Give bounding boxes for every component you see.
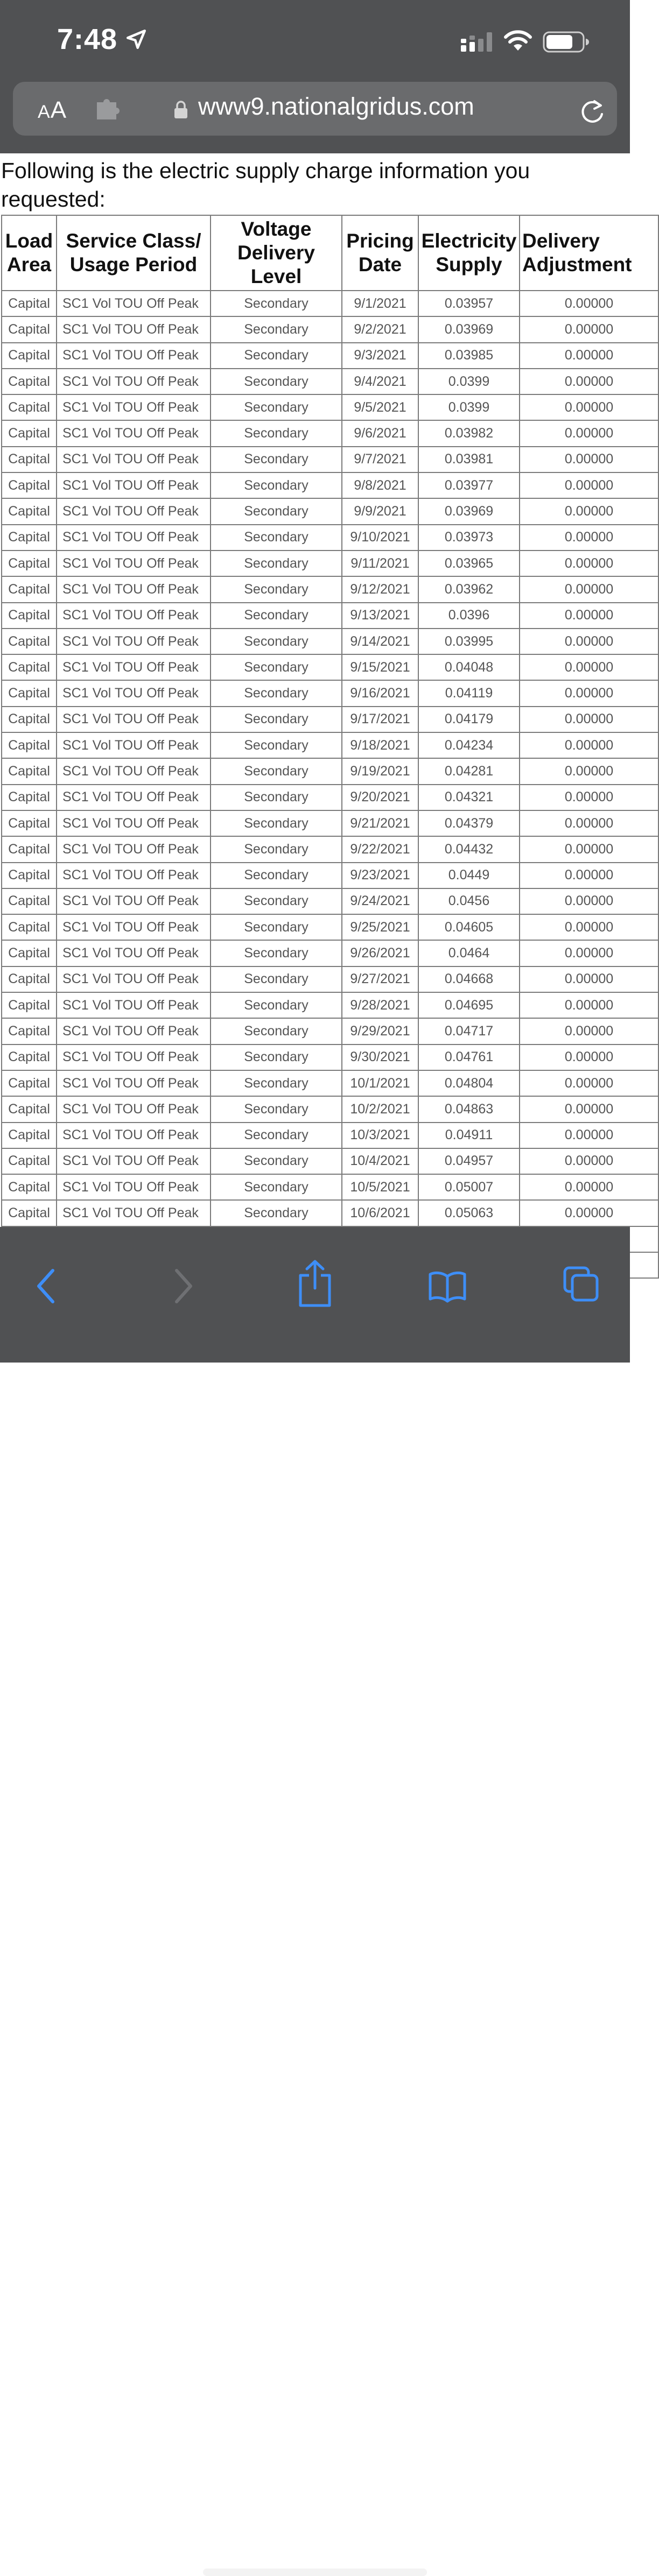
cell-electricity-supply: 0.03985: [418, 343, 520, 369]
cell-electricity-supply: 0.04432: [418, 836, 520, 862]
cell-voltage: Secondary: [211, 1123, 342, 1148]
cell-voltage: Secondary: [211, 343, 342, 369]
cell-pricing-date: 9/5/2021: [342, 394, 418, 420]
cell-service-class: SC1 Vol TOU Off Peak: [57, 863, 211, 888]
cell-pricing-date: 9/20/2021: [342, 785, 418, 810]
cell-voltage: Secondary: [211, 888, 342, 914]
cell-delivery-adjustment: 0.00000: [520, 291, 658, 316]
cell-pricing-date: 10/2/2021: [342, 1096, 418, 1122]
cell-electricity-supply: 0.03957: [418, 291, 520, 316]
cell-delivery-adjustment: 0.00000: [520, 888, 658, 914]
supply-charge-table: [1, 215, 659, 1279]
reload-icon[interactable]: [578, 98, 606, 126]
cell-electricity-supply: 0.04119: [418, 680, 520, 706]
cell-delivery-adjustment: 0.00000: [520, 863, 658, 888]
table-row: [2, 291, 658, 316]
cell-delivery-adjustment: 0.00000: [520, 1123, 658, 1148]
cell-delivery-adjustment: 0.00000: [520, 472, 658, 498]
cell-service-class: SC1 Vol TOU Off Peak: [57, 1018, 211, 1044]
cell-pricing-date: 10/3/2021: [342, 1123, 418, 1148]
share-icon[interactable]: [297, 1259, 333, 1308]
cell-service-class: SC1 Vol TOU Off Peak: [57, 291, 211, 316]
cell-voltage: Secondary: [211, 654, 342, 680]
cell-service-class: SC1 Vol TOU Off Peak: [57, 316, 211, 342]
cell-service-class: SC1 Vol TOU Off Peak: [57, 707, 211, 732]
cell-electricity-supply: 0.04605: [418, 914, 520, 940]
cell-pricing-date: 9/14/2021: [342, 629, 418, 654]
status-time-text: 7:48: [57, 23, 118, 55]
cell-service-class: SC1 Vol TOU Off Peak: [57, 420, 211, 446]
cell-delivery-adjustment: 0.00000: [520, 420, 658, 446]
cell-electricity-supply: 0.0399: [418, 394, 520, 420]
table-row: [2, 1200, 658, 1226]
cell-voltage: Secondary: [211, 680, 342, 706]
table-row: [2, 576, 658, 602]
cell-service-class: SC1 Vol TOU Off Peak: [57, 888, 211, 914]
cell-pricing-date: 9/17/2021: [342, 707, 418, 732]
cell-load-area: Capital: [2, 1096, 57, 1122]
table-row: [2, 863, 658, 888]
cell-electricity-supply: 0.0456: [418, 888, 520, 914]
cell-pricing-date: 10/5/2021: [342, 1174, 418, 1200]
back-icon[interactable]: [34, 1267, 58, 1305]
cell-voltage: Secondary: [211, 316, 342, 342]
header-electricity-supply: Electricity Supply: [418, 215, 520, 291]
cell-service-class: SC1 Vol TOU Off Peak: [57, 629, 211, 654]
table-row: [2, 420, 658, 446]
cell-delivery-adjustment: 0.00000: [520, 369, 658, 394]
table-body: [2, 291, 658, 1278]
cell-voltage: Secondary: [211, 732, 342, 758]
battery-icon: [543, 31, 589, 53]
cell-load-area: Capital: [2, 603, 57, 629]
cell-voltage: Secondary: [211, 369, 342, 394]
table-row: [2, 1070, 658, 1096]
cell-voltage: Secondary: [211, 1044, 342, 1070]
cell-service-class: SC1 Vol TOU Off Peak: [57, 447, 211, 472]
cell-load-area: Capital: [2, 914, 57, 940]
cell-service-class: SC1 Vol TOU Off Peak: [57, 732, 211, 758]
cell-delivery-adjustment: 0.00000: [520, 810, 658, 836]
cell-pricing-date: 9/13/2021: [342, 603, 418, 629]
cell-delivery-adjustment: 0.00000: [520, 732, 658, 758]
table-row: [2, 369, 658, 394]
cell-pricing-date: 9/4/2021: [342, 369, 418, 394]
cell-pricing-date: 9/25/2021: [342, 914, 418, 940]
table-row: [2, 551, 658, 576]
cell-service-class: SC1 Vol TOU Off Peak: [57, 1148, 211, 1174]
cell-electricity-supply: 0.04321: [418, 785, 520, 810]
cell-electricity-supply: 0.04179: [418, 707, 520, 732]
cell-delivery-adjustment: 0.00000: [520, 1200, 658, 1226]
table-row: [2, 992, 658, 1018]
cell-voltage: Secondary: [211, 940, 342, 966]
cell-voltage: Secondary: [211, 1096, 342, 1122]
cell-delivery-adjustment: 0.00000: [520, 1174, 658, 1200]
cell-service-class: SC1 Vol TOU Off Peak: [57, 914, 211, 940]
cell-voltage: Secondary: [211, 629, 342, 654]
cell-load-area: Capital: [2, 1148, 57, 1174]
cell-voltage: Secondary: [211, 472, 342, 498]
aa-small-letter: A: [38, 102, 51, 122]
intro-text: Following is the electric supply charge information you requested:: [1, 158, 530, 211]
cell-pricing-date: 9/24/2021: [342, 888, 418, 914]
cell-electricity-supply: 0.03969: [418, 498, 520, 524]
cell-electricity-supply: 0.03969: [418, 316, 520, 342]
cell-delivery-adjustment: 0.00000: [520, 551, 658, 576]
cell-pricing-date: 9/12/2021: [342, 576, 418, 602]
table-row: [2, 472, 658, 498]
cell-voltage: Secondary: [211, 447, 342, 472]
url-text[interactable]: www9.nationalgridus.com: [198, 93, 474, 120]
lock-icon: [173, 100, 188, 119]
cell-electricity-supply: 0.0396: [418, 603, 520, 629]
cell-load-area: Capital: [2, 1174, 57, 1200]
cell-pricing-date: 9/23/2021: [342, 863, 418, 888]
cell-delivery-adjustment: 0.00000: [520, 785, 658, 810]
cell-pricing-date: 9/21/2021: [342, 810, 418, 836]
cell-electricity-supply: 0.04048: [418, 654, 520, 680]
cell-pricing-date: 10/6/2021: [342, 1200, 418, 1226]
cell-load-area: Capital: [2, 836, 57, 862]
cell-pricing-date: 9/28/2021: [342, 992, 418, 1018]
cell-voltage: Secondary: [211, 758, 342, 784]
extension-icon[interactable]: [95, 98, 122, 121]
cell-electricity-supply: 0.0399: [418, 369, 520, 394]
table-row: [2, 940, 658, 966]
cell-delivery-adjustment: 0.00000: [520, 1070, 658, 1096]
cell-delivery-adjustment: 0.00000: [520, 1018, 658, 1044]
cell-voltage: Secondary: [211, 966, 342, 992]
bookmarks-icon[interactable]: [428, 1270, 467, 1302]
cell-service-class: SC1 Vol TOU Off Peak: [57, 603, 211, 629]
cell-service-class: SC1 Vol TOU Off Peak: [57, 1044, 211, 1070]
cell-electricity-supply: 0.04379: [418, 810, 520, 836]
table-row: [2, 498, 658, 524]
cell-pricing-date: 9/3/2021: [342, 343, 418, 369]
cell-delivery-adjustment: 0.00000: [520, 525, 658, 551]
cell-service-class: SC1 Vol TOU Off Peak: [57, 654, 211, 680]
cell-pricing-date: 9/10/2021: [342, 525, 418, 551]
cell-voltage: Secondary: [211, 836, 342, 862]
cell-delivery-adjustment: 0.00000: [520, 603, 658, 629]
cell-load-area: Capital: [2, 394, 57, 420]
table-row: [2, 1174, 658, 1200]
cell-pricing-date: 9/26/2021: [342, 940, 418, 966]
cell-electricity-supply: 0.04717: [418, 1018, 520, 1044]
table-row: [2, 316, 658, 342]
cell-load-area: Capital: [2, 447, 57, 472]
cell-voltage: Secondary: [211, 551, 342, 576]
cell-voltage: Secondary: [211, 1018, 342, 1044]
cell-load-area: Capital: [2, 498, 57, 524]
cell-delivery-adjustment: 0.00000: [520, 447, 658, 472]
cell-pricing-date: 9/29/2021: [342, 1018, 418, 1044]
cell-load-area: Capital: [2, 940, 57, 966]
cell-load-area: Capital: [2, 810, 57, 836]
cell-pricing-date: 9/8/2021: [342, 472, 418, 498]
forward-icon[interactable]: [171, 1267, 195, 1305]
cell-load-area: Capital: [2, 992, 57, 1018]
cell-service-class: SC1 Vol TOU Off Peak: [57, 498, 211, 524]
cell-electricity-supply: 0.04234: [418, 732, 520, 758]
table-row: [2, 914, 658, 940]
cell-pricing-date: 9/16/2021: [342, 680, 418, 706]
cell-load-area: Capital: [2, 680, 57, 706]
cell-delivery-adjustment: 0.00000: [520, 343, 658, 369]
cell-electricity-supply: 0.03962: [418, 576, 520, 602]
cell-service-class: SC1 Vol TOU Off Peak: [57, 369, 211, 394]
cell-electricity-supply: 0.04761: [418, 1044, 520, 1070]
cell-delivery-adjustment: 0.00000: [520, 966, 658, 992]
cell-load-area: Capital: [2, 732, 57, 758]
cell-load-area: Capital: [2, 1018, 57, 1044]
cell-delivery-adjustment: 0.00000: [520, 316, 658, 342]
cell-service-class: SC1 Vol TOU Off Peak: [57, 472, 211, 498]
cell-load-area: Capital: [2, 576, 57, 602]
cell-voltage: Secondary: [211, 394, 342, 420]
cell-service-class: SC1 Vol TOU Off Peak: [57, 810, 211, 836]
cell-pricing-date: 9/9/2021: [342, 498, 418, 524]
table-row: [2, 654, 658, 680]
cell-voltage: Secondary: [211, 603, 342, 629]
cell-service-class: SC1 Vol TOU Off Peak: [57, 1200, 211, 1226]
table-row: [2, 343, 658, 369]
cell-load-area: Capital: [2, 654, 57, 680]
cell-voltage: Secondary: [211, 1174, 342, 1200]
cell-service-class: SC1 Vol TOU Off Peak: [57, 551, 211, 576]
cell-service-class: SC1 Vol TOU Off Peak: [57, 576, 211, 602]
cell-pricing-date: 10/4/2021: [342, 1148, 418, 1174]
table-header-row: [2, 215, 658, 291]
cell-delivery-adjustment: 0.00000: [520, 1096, 658, 1122]
cell-delivery-adjustment: 0.00000: [520, 629, 658, 654]
cell-electricity-supply: 0.03982: [418, 420, 520, 446]
cell-electricity-supply: 0.03981: [418, 447, 520, 472]
cell-electricity-supply: 0.05007: [418, 1174, 520, 1200]
cell-delivery-adjustment: 0.00000: [520, 1148, 658, 1174]
cell-delivery-adjustment: 0.00000: [520, 654, 658, 680]
cell-service-class: SC1 Vol TOU Off Peak: [57, 1123, 211, 1148]
home-indicator: [203, 2568, 427, 2576]
cell-voltage: Secondary: [211, 810, 342, 836]
cell-service-class: SC1 Vol TOU Off Peak: [57, 785, 211, 810]
cell-delivery-adjustment: 0.00000: [520, 707, 658, 732]
table-row: [2, 758, 658, 784]
cell-load-area: Capital: [2, 707, 57, 732]
cell-pricing-date: 9/11/2021: [342, 551, 418, 576]
table-row: [2, 680, 658, 706]
cell-pricing-date: 9/2/2021: [342, 316, 418, 342]
table-row: [2, 732, 658, 758]
status-bar: [0, 0, 630, 81]
cell-load-area: Capital: [2, 343, 57, 369]
aa-large-letter: A: [50, 97, 67, 123]
cell-pricing-date: 9/22/2021: [342, 836, 418, 862]
cell-service-class: SC1 Vol TOU Off Peak: [57, 836, 211, 862]
cell-pricing-date: 9/30/2021: [342, 1044, 418, 1070]
location-arrow-icon: [125, 28, 148, 51]
cell-load-area: Capital: [2, 629, 57, 654]
cell-service-class: SC1 Vol TOU Off Peak: [57, 680, 211, 706]
cell-voltage: Secondary: [211, 992, 342, 1018]
cell-voltage: Secondary: [211, 420, 342, 446]
header-voltage-delivery-level: Voltage Delivery Level: [211, 215, 342, 291]
cell-electricity-supply: 0.0449: [418, 863, 520, 888]
cell-voltage: Secondary: [211, 1200, 342, 1226]
cell-electricity-supply: 0.04281: [418, 758, 520, 784]
cell-load-area: Capital: [2, 551, 57, 576]
cell-delivery-adjustment: 0.00000: [520, 836, 658, 862]
cell-load-area: Capital: [2, 525, 57, 551]
cell-delivery-adjustment: 0.00000: [520, 758, 658, 784]
cell-service-class: SC1 Vol TOU Off Peak: [57, 758, 211, 784]
tabs-icon[interactable]: [563, 1266, 599, 1302]
cell-service-class: SC1 Vol TOU Off Peak: [57, 1174, 211, 1200]
cell-load-area: Capital: [2, 291, 57, 316]
header-load-area: Load Area: [2, 215, 57, 291]
cell-load-area: Capital: [2, 369, 57, 394]
cell-voltage: Secondary: [211, 1148, 342, 1174]
cell-pricing-date: 9/1/2021: [342, 291, 418, 316]
cell-electricity-supply: 0.04863: [418, 1096, 520, 1122]
cell-service-class: SC1 Vol TOU Off Peak: [57, 1096, 211, 1122]
table-row: [2, 966, 658, 992]
cell-delivery-adjustment: 0.00000: [520, 576, 658, 602]
cell-delivery-adjustment: 0.00000: [520, 394, 658, 420]
table-row: [2, 810, 658, 836]
cell-load-area: Capital: [2, 472, 57, 498]
cell-load-area: Capital: [2, 420, 57, 446]
table-row: [2, 1044, 658, 1070]
cell-pricing-date: 10/1/2021: [342, 1070, 418, 1096]
cell-electricity-supply: 0.04695: [418, 992, 520, 1018]
cell-load-area: Capital: [2, 1200, 57, 1226]
cell-load-area: Capital: [2, 863, 57, 888]
cell-voltage: Secondary: [211, 914, 342, 940]
cell-service-class: SC1 Vol TOU Off Peak: [57, 343, 211, 369]
cell-load-area: Capital: [2, 1044, 57, 1070]
cell-service-class: SC1 Vol TOU Off Peak: [57, 525, 211, 551]
cell-electricity-supply: 0.04957: [418, 1148, 520, 1174]
cell-delivery-adjustment: 0.00000: [520, 992, 658, 1018]
cell-electricity-supply: 0.04911: [418, 1123, 520, 1148]
cell-electricity-supply: 0.03977: [418, 472, 520, 498]
cell-service-class: SC1 Vol TOU Off Peak: [57, 966, 211, 992]
header-delivery-adjustment: Delivery Adjustment: [520, 215, 658, 291]
page-content[interactable]: [0, 153, 630, 1227]
cell-pricing-date: 9/15/2021: [342, 654, 418, 680]
cell-electricity-supply: 0.03973: [418, 525, 520, 551]
cell-electricity-supply: 0.04668: [418, 966, 520, 992]
browser-toolbar: [0, 1227, 630, 1363]
table-row: [2, 525, 658, 551]
table-row: [2, 1123, 658, 1148]
table-row: [2, 447, 658, 472]
table-row: [2, 629, 658, 654]
header-pricing-date: Pricing Date: [342, 215, 418, 291]
cell-load-area: Capital: [2, 966, 57, 992]
header-service-class: Service Class/ Usage Period: [57, 215, 211, 291]
table-row: [2, 1096, 658, 1122]
cell-delivery-adjustment: 0.00000: [520, 680, 658, 706]
cell-voltage: Secondary: [211, 576, 342, 602]
cell-delivery-adjustment: 0.00000: [520, 940, 658, 966]
cell-voltage: Secondary: [211, 863, 342, 888]
table-row: [2, 603, 658, 629]
table-row: [2, 888, 658, 914]
cell-pricing-date: 9/18/2021: [342, 732, 418, 758]
cell-delivery-adjustment: 0.00000: [520, 1044, 658, 1070]
status-time: [57, 23, 148, 56]
cell-load-area: Capital: [2, 758, 57, 784]
browser-address-area: [0, 81, 630, 153]
cell-electricity-supply: 0.03995: [418, 629, 520, 654]
table-row: [2, 1018, 658, 1044]
cell-electricity-supply: 0.04804: [418, 1070, 520, 1096]
table-row: [2, 394, 658, 420]
table-row: [2, 785, 658, 810]
cell-load-area: Capital: [2, 1070, 57, 1096]
cell-voltage: Secondary: [211, 291, 342, 316]
text-size-button[interactable]: [38, 97, 67, 124]
cell-load-area: Capital: [2, 316, 57, 342]
cell-pricing-date: 9/7/2021: [342, 447, 418, 472]
table-row: [2, 1148, 658, 1174]
cell-load-area: Capital: [2, 1123, 57, 1148]
cellular-signal-icon: [461, 31, 493, 53]
cell-service-class: SC1 Vol TOU Off Peak: [57, 1070, 211, 1096]
cell-pricing-date: 9/19/2021: [342, 758, 418, 784]
wifi-icon: [503, 29, 533, 52]
cell-service-class: SC1 Vol TOU Off Peak: [57, 394, 211, 420]
cell-service-class: SC1 Vol TOU Off Peak: [57, 992, 211, 1018]
table-row: [2, 836, 658, 862]
cell-voltage: Secondary: [211, 785, 342, 810]
cell-service-class: SC1 Vol TOU Off Peak: [57, 940, 211, 966]
table-row: [2, 707, 658, 732]
cell-voltage: Secondary: [211, 525, 342, 551]
cell-delivery-adjustment: 0.00000: [520, 498, 658, 524]
cell-load-area: Capital: [2, 785, 57, 810]
cell-electricity-supply: 0.0464: [418, 940, 520, 966]
address-bar[interactable]: [13, 82, 617, 136]
cell-pricing-date: 9/27/2021: [342, 966, 418, 992]
cell-electricity-supply: 0.05063: [418, 1200, 520, 1226]
cell-electricity-supply: 0.03965: [418, 551, 520, 576]
cell-pricing-date: 9/6/2021: [342, 420, 418, 446]
cell-load-area: Capital: [2, 888, 57, 914]
cell-voltage: Secondary: [211, 1070, 342, 1096]
cell-voltage: Secondary: [211, 498, 342, 524]
cell-voltage: Secondary: [211, 707, 342, 732]
cell-delivery-adjustment: 0.00000: [520, 914, 658, 940]
